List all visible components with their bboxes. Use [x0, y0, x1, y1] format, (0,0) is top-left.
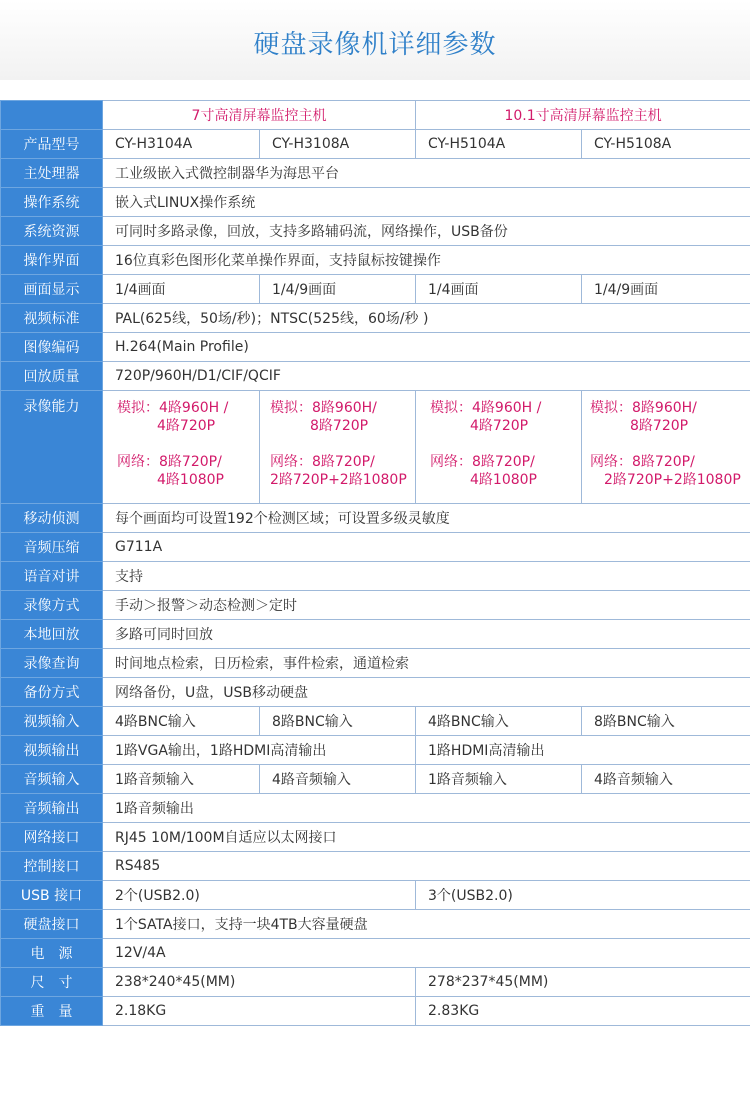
row-label: 录像能力 — [1, 391, 103, 504]
record-analog-2: 4路720P — [157, 418, 216, 434]
table-row-rec-mode — [1, 591, 750, 620]
table-row-usb — [1, 881, 750, 910]
row-label: 视频输出 — [1, 736, 103, 765]
record-analog: 模拟：8路960H/ — [590, 400, 697, 416]
row-value: 278*237*45(MM) — [416, 968, 750, 997]
row-label: 网络接口 — [1, 823, 103, 852]
model-cell: CY-H3108A — [260, 130, 416, 159]
record-network: 网络：8路720P/ — [117, 454, 222, 470]
table-row-query — [1, 649, 750, 678]
row-value: 手动＞报警＞动态检测＞定时 — [103, 591, 750, 620]
record-network-2: 2路720P+2路1080P — [604, 472, 741, 488]
table-row-size — [1, 968, 750, 997]
row-value: 多路可同时回放 — [103, 620, 750, 649]
row-value: 8路BNC输入 — [582, 707, 750, 736]
table-row-quality — [1, 362, 750, 391]
record-network-2: 4路1080P — [157, 472, 224, 488]
row-label: 画面显示 — [1, 275, 103, 304]
table-row-display — [1, 275, 750, 304]
row-value: 4路音频输入 — [582, 765, 750, 794]
table-row-video-out — [1, 736, 750, 765]
row-value: RJ45 10M/100M自适应以太网接口 — [103, 823, 750, 852]
row-value: G711A — [103, 533, 750, 562]
table-row-net — [1, 823, 750, 852]
record-analog: 模拟：4路960H / — [117, 400, 229, 416]
row-value: 支持 — [103, 562, 750, 591]
record-analog: 模拟：4路960H / — [430, 400, 542, 416]
row-value: 1路VGA输出，1路HDMI高清输出 — [103, 736, 416, 765]
table-row-backup — [1, 678, 750, 707]
table-row-disk — [1, 910, 750, 939]
row-value: 720P/960H/D1/CIF/QCIF — [103, 362, 750, 391]
model-cell: CY-H5104A — [416, 130, 582, 159]
row-label: 尺 寸 — [1, 968, 103, 997]
row-label: 操作界面 — [1, 246, 103, 275]
record-cell — [103, 391, 260, 504]
row-label: 音频压缩 — [1, 533, 103, 562]
row-label: 重 量 — [1, 997, 103, 1026]
record-network: 网络：8路720P/ — [270, 454, 375, 470]
record-network: 网络：8路720P/ — [430, 454, 535, 470]
row-value: 时间地点检索，日历检索，事件检索，通道检索 — [103, 649, 750, 678]
row-label: 操作系统 — [1, 188, 103, 217]
row-value: 2.83KG — [416, 997, 750, 1026]
record-cell — [260, 391, 416, 504]
group-7-inch: 7寸高清屏幕监控主机 — [103, 101, 416, 130]
row-label: 控制接口 — [1, 852, 103, 881]
record-network: 网络：8路720P/ — [590, 454, 695, 470]
table-row-audio-in — [1, 765, 750, 794]
model-cell: CY-H5108A — [582, 130, 750, 159]
record-analog-2: 8路720P — [310, 418, 369, 434]
table-row-video-in — [1, 707, 750, 736]
row-value: 12V/4A — [103, 939, 750, 968]
row-value: 1/4/9画面 — [582, 275, 750, 304]
corner-cell — [1, 101, 103, 130]
record-network-2: 4路1080P — [470, 472, 537, 488]
row-label: USB 接口 — [1, 881, 103, 910]
row-value: 16位真彩色图形化菜单操作界面，支持鼠标按键操作 — [103, 246, 750, 275]
table-row-os — [1, 188, 750, 217]
table-row-model — [1, 130, 750, 159]
row-value: 网络备份，U盘，USB移动硬盘 — [103, 678, 750, 707]
row-value: PAL(625线，50场/秒)；NTSC(525线，60场/秒 ) — [103, 304, 750, 333]
row-value: 4路BNC输入 — [416, 707, 582, 736]
row-value: H.264(Main Profile) — [103, 333, 750, 362]
row-value: 1/4画面 — [416, 275, 582, 304]
row-value: 1路音频输出 — [103, 794, 750, 823]
table-row-audio-out — [1, 794, 750, 823]
row-label: 音频输出 — [1, 794, 103, 823]
table-row-control — [1, 852, 750, 881]
row-label: 电 源 — [1, 939, 103, 968]
row-value: 嵌入式LINUX操作系统 — [103, 188, 750, 217]
group-10-inch: 10.1寸高清屏幕监控主机 — [416, 101, 750, 130]
row-label: 系统资源 — [1, 217, 103, 246]
table-row-ui — [1, 246, 750, 275]
table-row-talk — [1, 562, 750, 591]
row-value: 1路音频输入 — [103, 765, 260, 794]
row-value: 1个SATA接口，支持一块4TB大容量硬盘 — [103, 910, 750, 939]
table-row-cpu — [1, 159, 750, 188]
row-value: 4路BNC输入 — [103, 707, 260, 736]
page-title: 硬盘录像机详细参数 — [253, 29, 497, 60]
row-label: 图像编码 — [1, 333, 103, 362]
table-row-power — [1, 939, 750, 968]
record-network-2: 2路720P+2路1080P — [270, 472, 407, 488]
row-value: 2.18KG — [103, 997, 416, 1026]
row-value: 4路音频输入 — [260, 765, 416, 794]
row-value: 3个(USB2.0) — [416, 881, 750, 910]
row-value: 1/4画面 — [103, 275, 260, 304]
row-value: 238*240*45(MM) — [103, 968, 416, 997]
page-header — [0, 0, 750, 80]
row-value: 1路HDMI高清输出 — [416, 736, 750, 765]
table-row-encode — [1, 333, 750, 362]
table-row-video-standard — [1, 304, 750, 333]
record-cell — [582, 391, 750, 504]
spec-table — [0, 100, 750, 1026]
row-label: 备份方式 — [1, 678, 103, 707]
table-row-group-head — [1, 101, 750, 130]
row-label: 视频输入 — [1, 707, 103, 736]
row-value: 8路BNC输入 — [260, 707, 416, 736]
record-analog-2: 4路720P — [470, 418, 529, 434]
table-row-local-play — [1, 620, 750, 649]
row-value: 1/4/9画面 — [260, 275, 416, 304]
row-value: 1路音频输入 — [416, 765, 582, 794]
row-label: 本地回放 — [1, 620, 103, 649]
row-label: 语音对讲 — [1, 562, 103, 591]
row-value: 工业级嵌入式微控制器华为海思平台 — [103, 159, 750, 188]
record-analog: 模拟：8路960H/ — [270, 400, 377, 416]
row-value: RS485 — [103, 852, 750, 881]
table-row-audio-compress — [1, 533, 750, 562]
record-analog-2: 8路720P — [630, 418, 689, 434]
row-value: 2个(USB2.0) — [103, 881, 416, 910]
record-cell — [416, 391, 582, 504]
row-value: 每个画面均可设置192个检测区域；可设置多级灵敏度 — [103, 504, 750, 533]
row-label: 移动侦测 — [1, 504, 103, 533]
table-row-motion — [1, 504, 750, 533]
model-cell: CY-H3104A — [103, 130, 260, 159]
row-label: 视频标准 — [1, 304, 103, 333]
row-label: 录像方式 — [1, 591, 103, 620]
row-label: 主处理器 — [1, 159, 103, 188]
table-row-record — [1, 391, 750, 504]
row-label: 产品型号 — [1, 130, 103, 159]
row-label: 硬盘接口 — [1, 910, 103, 939]
table-row-weight — [1, 997, 750, 1026]
row-label: 回放质量 — [1, 362, 103, 391]
row-label: 音频输入 — [1, 765, 103, 794]
row-value: 可同时多路录像，回放，支持多路辅码流，网络操作，USB备份 — [103, 217, 750, 246]
row-label: 录像查询 — [1, 649, 103, 678]
table-row-resource — [1, 217, 750, 246]
